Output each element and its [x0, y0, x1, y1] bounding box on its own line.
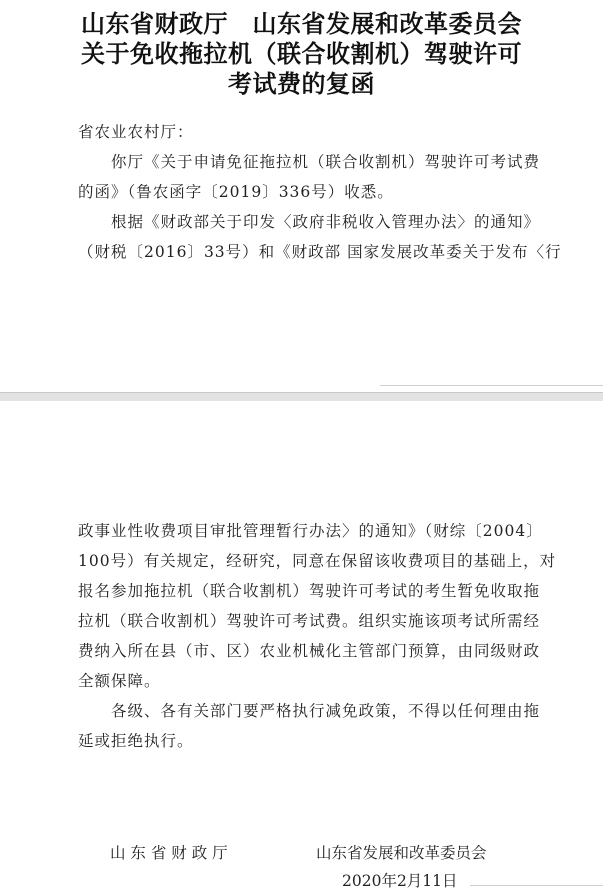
- body-line: 全额保障。: [78, 672, 161, 690]
- body-line: 各级、各有关部门要严格执行减免政策，不得以任何理由拖: [78, 702, 541, 720]
- body-line: 你厅《关于申请免征拖拉机（联合收割机）驾驶许可考试费: [78, 153, 541, 171]
- signature-issuer-2: 山东省发展和改革委员会: [316, 844, 487, 862]
- body-line: 政事业性收费项目审批管理暂行办法〉的通知》（财综〔2004〕: [78, 522, 543, 540]
- document-page-1: [0, 0, 603, 392]
- body-line: 费纳入所在县（市、区）农业机械化主管部门预算，由同级财政: [78, 642, 541, 660]
- body-line: 延或拒绝执行。: [78, 732, 194, 750]
- signature-issuer-1: 山 东 省 财 政 厅: [110, 844, 228, 862]
- document-title-line-3: 考试费的复函: [228, 69, 375, 98]
- body-line: 拉机（联合收割机）驾驶许可考试费。组织实施该项考试所需经: [78, 612, 541, 630]
- body-line: 根据《财政部关于印发〈政府非税收入管理办法〉的通知》: [78, 213, 541, 231]
- document-title-line-1: 山东省财政厅 山东省发展和改革委员会: [81, 9, 522, 38]
- document-title-line-2: 关于免收拖拉机（联合收割机）驾驶许可: [81, 39, 522, 68]
- page-edge-shadow: [380, 385, 603, 386]
- body-line: （财税〔2016〕33号）和《财政部 国家发展改革委关于发布〈行: [78, 243, 562, 261]
- body-line: 的函》（鲁农函字〔2019〕336号）收悉。: [78, 183, 394, 201]
- body-line: 报名参加拖拉机（联合收割机）驾驶许可考试的考生暂免收取拖: [78, 582, 541, 600]
- signature-date: 2020年2月11日: [342, 872, 458, 890]
- body-line: 100号）有关规定，经研究，同意在保留该收费项目的基础上，对: [78, 552, 557, 570]
- document-page-2: [0, 401, 603, 892]
- salutation: 省农业农村厅：: [78, 123, 194, 141]
- page-edge-shadow: [470, 885, 603, 886]
